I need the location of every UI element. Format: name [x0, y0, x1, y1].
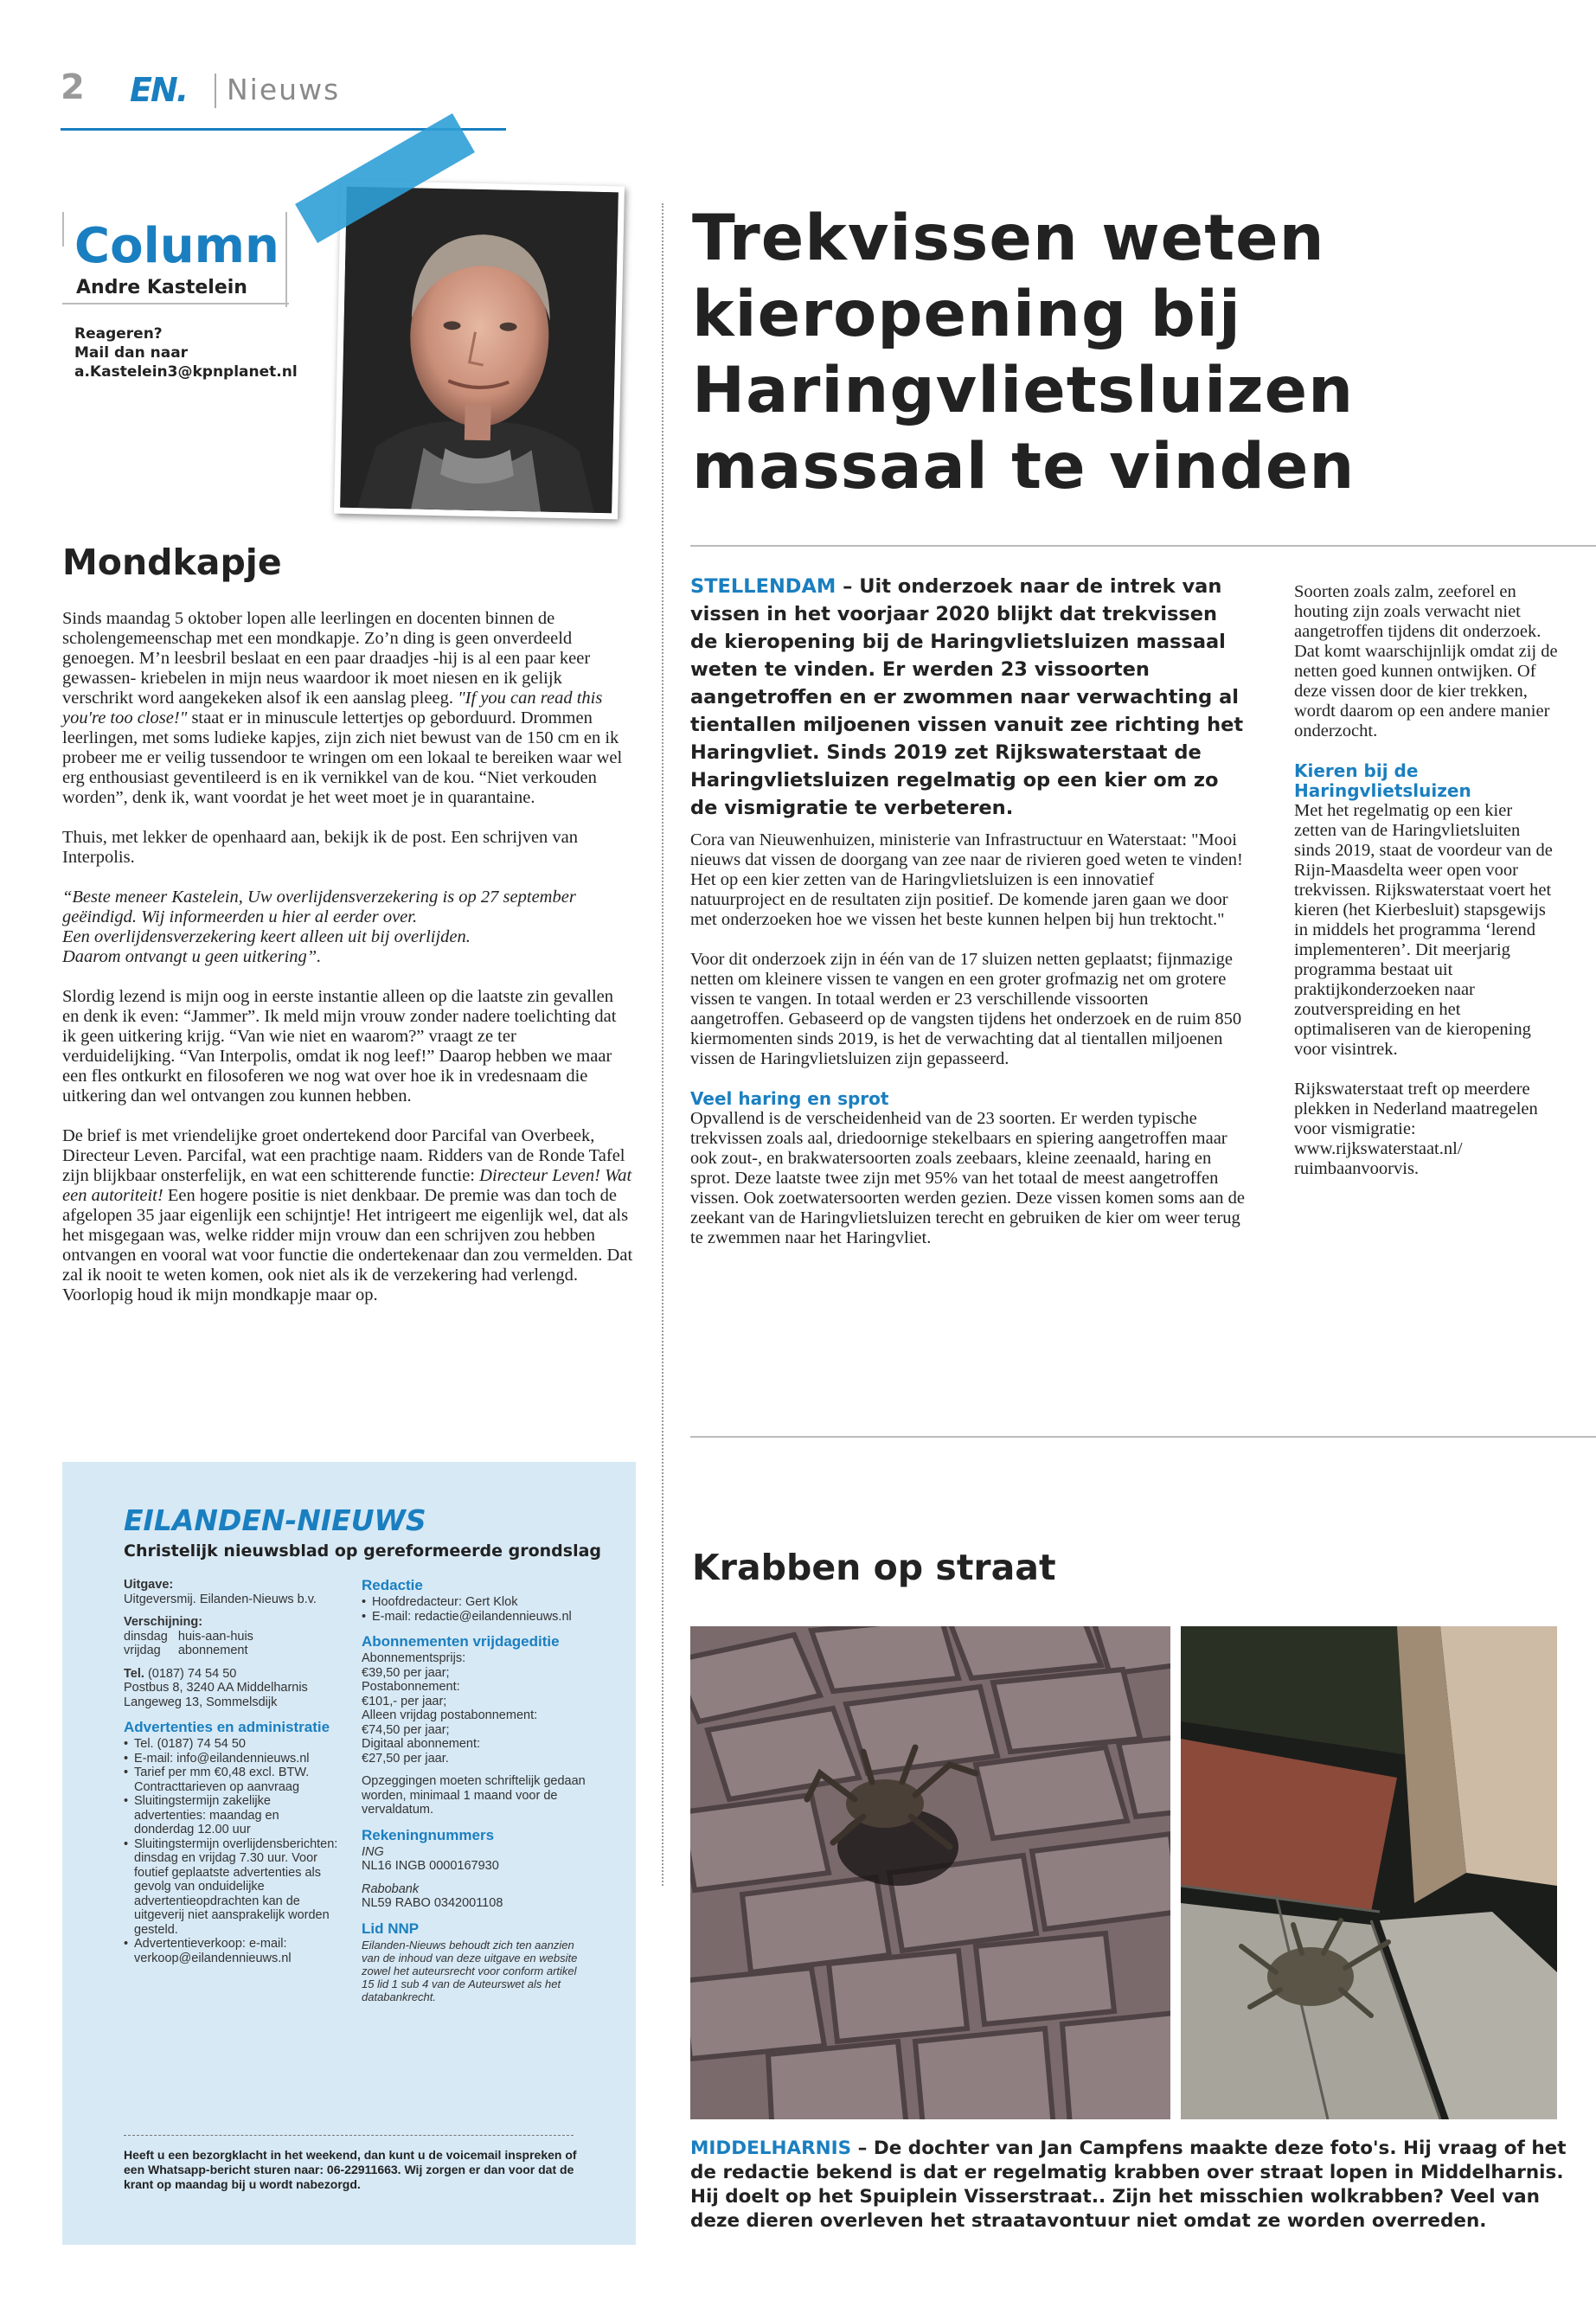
price-line: €101,- per jaar;	[362, 1694, 447, 1708]
paragraph: Voor dit onderzoek zijn in één van de 17 sluizen netten geplaatst; fijnmazige netten om kleinere vissen te vangen en een groter grofmazig net om grotere vissen te vangen. In totaal werden er 23 verschillende vissoorten aangetroffen. Gebaseerd op de vangsten tijdens het onderzoek en de ruim 850 kiermomenten sinds 2019, is het de verwachting dat al tientallen miljoenen vissen de Haringvlietsluizen zijn gepasseerd.	[690, 950, 1242, 1068]
quote: Daarom ontvangt u geen uitkering”.	[62, 947, 322, 966]
crab-photo-left	[690, 1626, 1170, 2119]
quote: "If you can read this you're too close!"	[62, 689, 603, 727]
price-line: €39,50 per jaar;	[362, 1665, 450, 1680]
article-bottom-rule	[690, 1436, 1596, 1438]
subheading: Veel haring en sprot	[690, 1088, 889, 1109]
paragraph: Met het regelmatig op een kier zetten van de Haringvlietsluiten sinds 2019, staat de voordeur van de Rijn-Maasdelta weer open voor trekvissen. Rijkswaterstaat voert het kieren (het Kierbesluit) stapsgewijs in middels het programma ‘lerend implementeren’. Dit meerjarig programma bestaat uit praktijkonderzoeken naar zoutverspreiding en het optimaliseren van de kieropening voor visintrek.	[1294, 801, 1553, 1059]
value: vrijdag abonnement	[124, 1644, 248, 1657]
colophon-heading: Lid NNP	[362, 1920, 420, 1937]
colophon-logo: EILANDEN-NIEUWS	[124, 1503, 426, 1537]
column-author: Andre Kastelein	[76, 277, 247, 298]
label: Uitgave:	[124, 1578, 174, 1592]
article-body	[690, 830, 1246, 1268]
disclaimer: Eilanden-Nieuws behoudt zich ten aanzien van de inhoud van deze uitgave en website zowel het auteursrecht voor conform artikel 15 lid 1 sub 4 van de Auteurswet als het databankrecht.	[362, 1938, 578, 2003]
bank-name: Rabobank	[362, 1881, 420, 1896]
crab-caption	[690, 2137, 1573, 2234]
author-photo	[334, 181, 625, 520]
list-item: • Tel. (0187) 74 54 50	[124, 1737, 340, 1752]
lead-text: – Uit onderzoek naar de intrek van vissen in het voorjaar 2020 blijkt dat trekvissen de kieropening bij de Haringvlietsluizen massaal weten te vinden. Er werden 23 vissoorten aangetroffen en er zwommen naar verwachting al tientallen miljoenen vissen vanuit zee richting het Haringvliet. Sinds 2019 zet Rijkswaterstaat de Haringvlietsluizen regelmatig op een kier om zo de vismigratie te verbeteren.	[690, 575, 1244, 819]
contact-line: Mail dan naar	[74, 344, 189, 362]
price-line: Postabonnement:	[362, 1680, 460, 1694]
article-lead	[690, 573, 1246, 822]
paragraph: De brief is met vriendelijke groet ondertekend door Parcifal van Overbeek, Directeur Leven. Parcifal, wat een prachtige naam. Ridders van de Ronde Tafel zijn blijkbaar onsterfelijk, en wat een schitterende functie:	[62, 1126, 625, 1185]
label: Verschijning:	[124, 1615, 203, 1629]
article-sidebar-column	[1294, 582, 1558, 1199]
dateline: MIDDELHARNIS	[690, 2138, 852, 2159]
crab-photo-right	[1181, 1626, 1557, 2119]
colophon-heading: Rekeningnummers	[362, 1826, 495, 1843]
address-line: Langeweg 13, Sommelsdijk	[124, 1695, 278, 1709]
column-divider	[662, 203, 663, 1886]
price-line: Abonnementsprijs:	[362, 1651, 466, 1665]
paragraph: Thuis, met lekker de openhaard aan, bekijk ik de post. Een schrijven van Interpolis.	[62, 828, 579, 867]
value: (0187) 74 54 50	[147, 1666, 237, 1681]
colophon-heading: Redactie	[362, 1577, 423, 1593]
quote: Directeur Leven! Wat een autoriteit!	[62, 1166, 632, 1205]
colophon-footer: Heeft u een bezorgklacht in het weekend, dan kunt u de voicemail inspreken of een Whatsapp-bericht sturen naar: 06-22911663. Wij zorgen er dan voor dat de krant op maandag bij u wordt nabezorgd.	[124, 2148, 577, 2191]
paragraph: Soorten zoals zalm, zeeforel en houting zijn zoals verwacht niet aangetroffen tijdens dit onderzoek. Dat komt waarschijnlijk omdat zij de netten goed kunnen ontwijken. Of deze vissen door de kier trekken, wordt daarom op een andere manier onderzocht.	[1294, 582, 1558, 740]
article-headline: Trekvissen weten kieropening bij Haringvlietsluizen massaal te vinden	[692, 202, 1356, 503]
colophon-heading: Advertenties en administratie	[124, 1719, 330, 1735]
red-list	[362, 1595, 586, 1624]
price-line: Alleen vrijdag postabonnement:	[362, 1708, 538, 1722]
column-body	[62, 609, 633, 1325]
colophon-left	[124, 1578, 340, 1965]
cancellation-note: Opzeggingen moeten schriftelijk gedaan worden, minimaal 1 maand voor de vervaldatum.	[362, 1774, 586, 1817]
bank-account: NL59 RABO 0342001108	[362, 1896, 503, 1910]
crab-at-door-icon	[1181, 1626, 1557, 2119]
adv-list	[124, 1737, 340, 1965]
list-item: • E-mail: info@eilandennieuws.nl	[124, 1752, 340, 1766]
colophon-right	[362, 1576, 586, 2003]
crab-on-pavers-icon	[690, 1626, 1170, 2119]
paragraph: Rijkswaterstaat treft op meerdere plekken in Nederland maatregelen voor vismigratie: www.rijkswaterstaat.nl/ ruimbaanvoorvis.	[1294, 1080, 1538, 1178]
column-contact	[74, 324, 298, 381]
bank-account: NL16 INGB 0000167930	[362, 1859, 499, 1873]
price-line: Digitaal abonnement:	[362, 1737, 481, 1751]
quote: Een overlijdensverzekering keert alleen uit bij overlijden.	[62, 927, 471, 946]
paragraph: Sinds maandag 5 oktober lopen alle leerlingen en docenten binnen de scholengemeenschap met een mondkapje. Zo’n ding is geen onverdeeld genoegen. M’n leesbril beslaat en een paar draadjes -hij is al een paar keer gewassen- kriebelen in mijn neus waardoor ik moet niesen en ik gelijk verschrikt word aangekeken alsof ik een aanslag pleeg.	[62, 609, 591, 708]
list-item: • Tarief per mm €0,48 excl. BTW. Contracttarieven op aanvraag	[124, 1766, 340, 1794]
column-headline: Mondkapje	[62, 542, 282, 583]
paragraph: Slordig lezend is mijn oog in eerste instantie alleen op die laatste zin gevallen en denk ik even: “Jammer”. Ik meld mijn vrouw zonder nadere toelichting dat ik geen uitkering krijg. “Van wie niet en waarom?” vraagt ze ter verduidelijking. “Van Interpolis, omdat ik nog leef!” Daarop hebben we maar een fles ontkurkt en filosoferen we nog wat over hoe ik in vredesnaam die uitkering dan wel ontvangen zou kunnen hebben.	[62, 987, 617, 1106]
contact-email[interactable]: a.Kastelein3@kpnplanet.nl	[74, 363, 298, 381]
value: dinsdag huis-aan-huis	[124, 1629, 253, 1644]
brand-logo: EN.	[130, 71, 188, 109]
paragraph: Een hogere positie is niet denkbaar. De premie was dan toch de afgelopen 35 jaar eigenlijk een schijntje! Het intrigeert me eigenlijk wel, dat als het misgegaan was, welke ridder mijn vrouw dan een schrijven zou hebben ontvangen en vooral wat voor functie die ondertekenaar dan zou vermelden. Dat zal ik nooit te weten komen, ook niet als ik de verzekering had verlengd. Voorlopig houd ik mijn mondkapje maar op.	[62, 1186, 633, 1304]
price-line: €74,50 per jaar;	[362, 1722, 450, 1737]
section-name: Nieuws	[227, 73, 341, 106]
page-number: 2	[61, 67, 85, 107]
author-portrait-icon	[340, 187, 619, 513]
list-item: • Sluitingstermijn zakelijke advertenties: maandag en donderdag 12.00 uur	[124, 1794, 340, 1837]
list-item: • E-mail: redactie@eilandennieuws.nl	[362, 1610, 586, 1625]
column-box-bracket	[62, 212, 64, 247]
headline-rule	[690, 545, 1596, 547]
label: Tel.	[124, 1666, 144, 1681]
paragraph: staat er in minuscule lettertjes op geborduurd. Drommen leerlingen, met soms ludieke kapjes, zijn zich niet bewust van de 150 cm en ik probeer me er veilig tussendoor te wringen om een lokaal te bereiken waar wel erg enthousiast geventileerd is en ik vernikkel van de kou. “Niet verkouden worden”, denk ik, want voordat je het weet moet je in quarantaine.	[62, 708, 623, 807]
bank-name: ING	[362, 1844, 384, 1859]
price-line: €27,50 per jaar.	[362, 1751, 449, 1766]
paragraph: Cora van Nieuwenhuizen, ministerie van Infrastructuur en Waterstaat: "Mooi nieuws dat vissen de doorgang van zee naar de rivieren goed weten te vinden! Het op een kier zetten van de Haringvlietsluizen is een innovatief natuurproject en de resultaten zijn positief. De komende jaren gaan we door met onderzoeken hoe we vissen het beste kunnen helpen bij hun trektocht."	[690, 830, 1243, 929]
paragraph: Opvallend is de verscheidenheid van de 23 soorten. Er werden typische trekvissen zoals aal, driedoornige stekelbaars en spiering aangetroffen maar ook zout-, en brakwatersoorten zoals zeebaars, kleine zeenaald, haring en sprot. Deze laatste twee zijn met 95% van het totaal de meest aangetroffen vissen. Ook zoetwatersoorten werden gezien. Deze vissen komen soms aan de zeekant van de Haringvlietsluizen terecht en gebruiken de kier om weer terug te zwemmen naar het Haringvliet.	[690, 1109, 1245, 1247]
contact-line: Reageren?	[74, 325, 163, 343]
value: Uitgeversmij. Eilanden-Nieuws b.v.	[124, 1592, 317, 1606]
caption-text: – De dochter van Jan Campfens maakte deze foto's. Hij vraag of het de redactie bekend is dat er regelmatig krabben over straat lopen in Middelharnis. Hij doelt op het Spuiplein Visserstraat.. Zijn het misschien wolkrabben? Veel van deze dieren overleven het straatavontuur niet omdat ze worden overreden.	[690, 2138, 1567, 2232]
colophon-divider	[124, 2135, 574, 2136]
list-item: • Hoofdredacteur: Gert Klok	[362, 1595, 586, 1610]
column-box-rule	[62, 303, 289, 304]
column-box-divider	[285, 212, 287, 307]
dateline: STELLENDAM	[690, 575, 836, 598]
colophon-tagline: Christelijk nieuwsblad op gereformeerde grondslag	[124, 1541, 602, 1561]
address-line: Postbus 8, 3240 AA Middelharnis	[124, 1681, 308, 1695]
crab-headline: Krabben op straat	[692, 1547, 1056, 1588]
colophon-heading: Abonnementen vrijdageditie	[362, 1633, 560, 1650]
header-separator	[215, 74, 216, 108]
column-label: Column	[74, 218, 279, 274]
subheading: Kieren bij de Haringvlietsluizen	[1294, 760, 1471, 801]
quote: “Beste meneer Kastelein, Uw overlijdensverzekering is op 27 september geëindigd. Wij informeerden u hier al eerder over.	[62, 888, 576, 926]
list-item: • Advertentieverkoop: e-mail: verkoop@eilandennieuws.nl	[124, 1937, 340, 1965]
list-item: • Sluitingstermijn overlijdensberichten: dinsdag en vrijdag 7.30 uur. Voor foutief geplaatste advertenties als gevolg van onduidelijke advertentieopdrachten kan de uitgeverij niet aansprakelijk worden gesteld.	[124, 1837, 340, 1938]
